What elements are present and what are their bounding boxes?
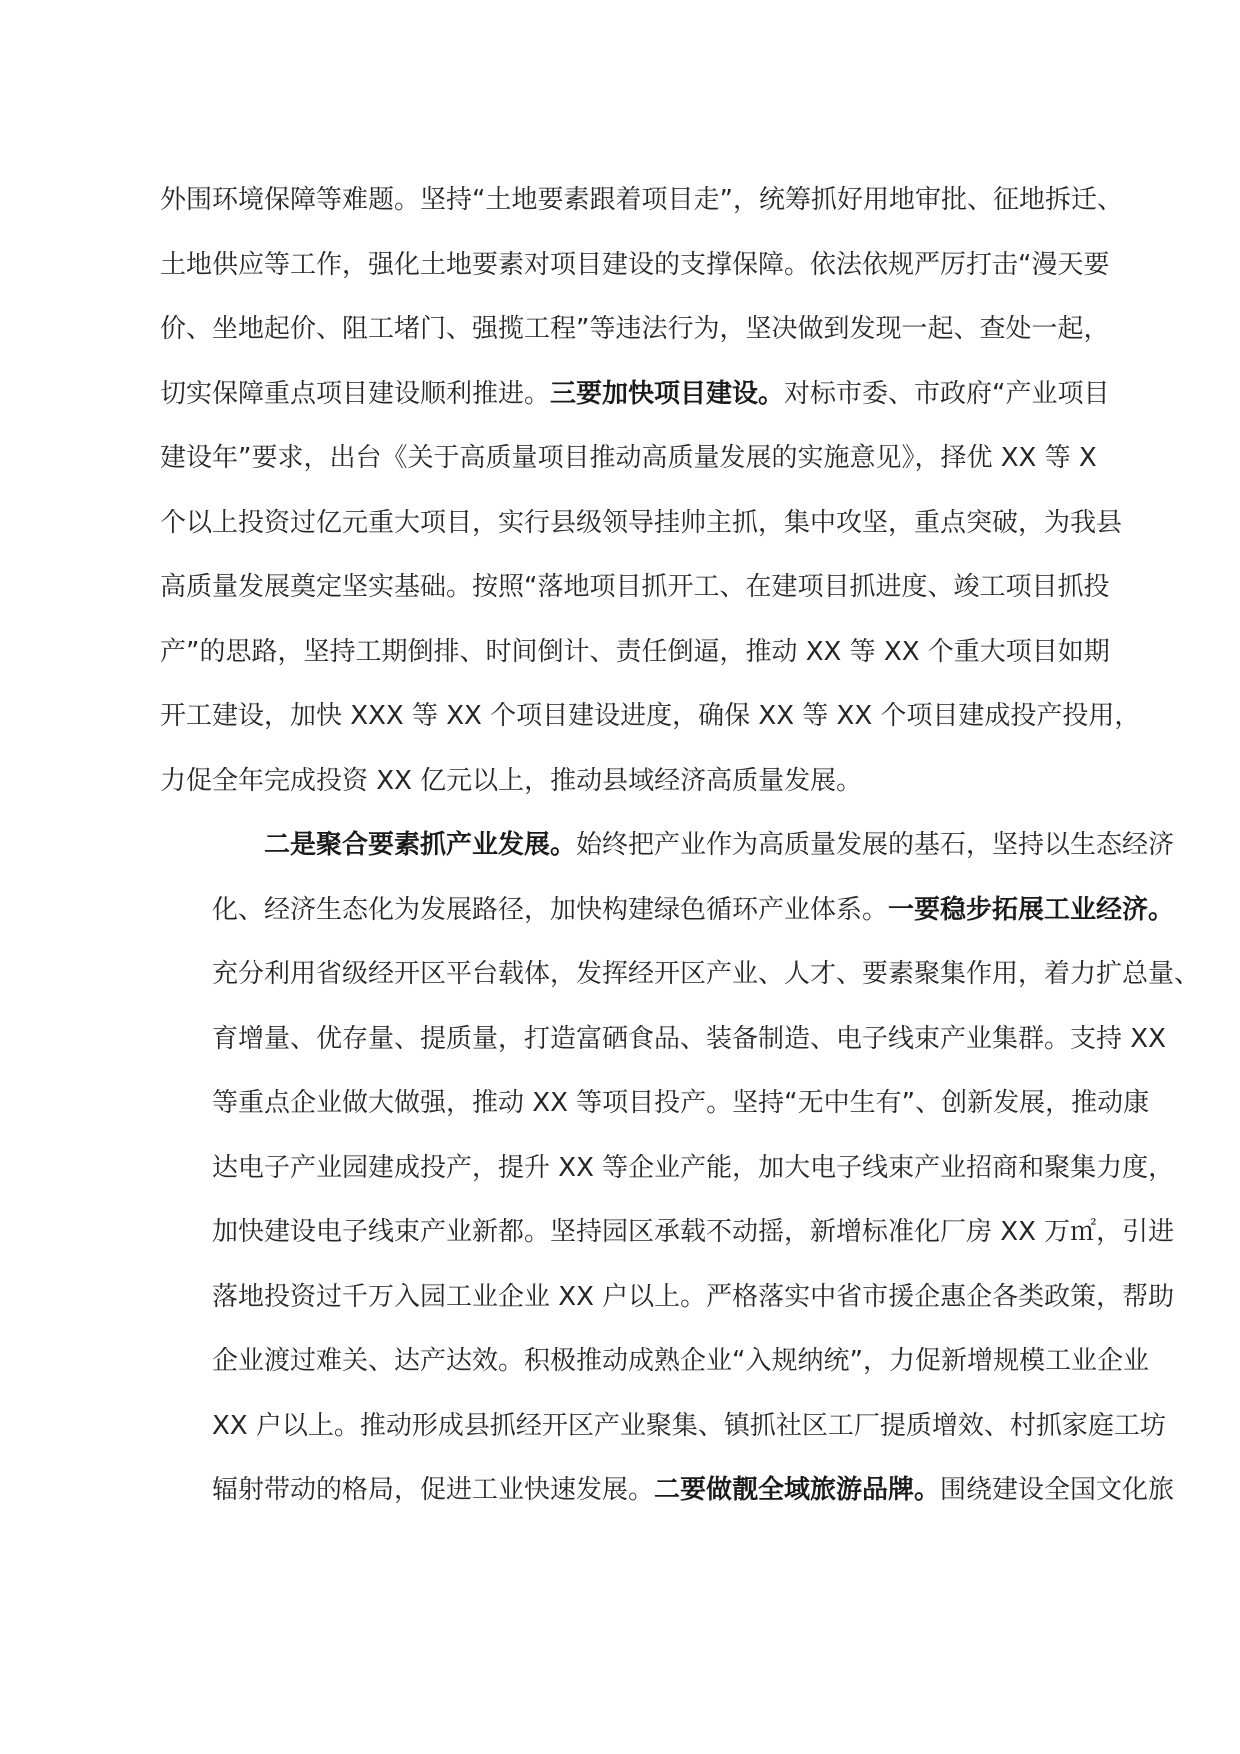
body-text: 高质量发展奠定坚实基础。按照“落地项目抓开工、在建项目抓进度、竣工项目抓投 [160, 572, 1110, 602]
body-text: 化、经济生态化为发展路径，加快构建绿色循环产业体系。 [212, 894, 889, 925]
document-body [160, 168, 1201, 1523]
text-line [160, 555, 1110, 620]
body-text: 开工建设，加快 XXX 等 XX 个项目建设进度，确保 XX 等 XX 个项目建成投产投用， [160, 701, 1141, 731]
text-line [160, 491, 1123, 556]
body-text: 等重点企业做大做强，推动 XX 等项目投产。坚持“无中生有”、创新发展，推动康 [212, 1088, 1150, 1118]
text-line [160, 426, 1100, 491]
body-text: 价、坐地起价、阻工堵门、强揽工程”等违法行为，坚决做到发现一起、查处一起， [160, 314, 1110, 344]
text-line [160, 1007, 1166, 1072]
text-line [160, 942, 1201, 1007]
body-text: 切实保障重点项目建设顺利推进。 [160, 378, 551, 409]
bold-heading-text: 一要稳步拓展工业经济。 [888, 894, 1175, 925]
body-text: 充分利用省级经开区平台载体，发挥经开区产业、人才、要素聚集作用，着力扩总量、 [212, 959, 1201, 989]
bold-heading-text: 二是聚合要素抓产业发展。 [264, 830, 577, 860]
text-line [160, 233, 1110, 298]
body-text: 围绕建设全国文化旅 [940, 1475, 1175, 1505]
text-line [160, 813, 1175, 878]
body-text: 外围环境保障等难题。坚持“土地要素跟着项目走”，统筹抓好用地审批、征地拆迁、 [160, 185, 1123, 215]
body-text: 企业渡过难关、达产达效。积极推动成熟企业“入规纳统”，力促新增规模工业企业 [212, 1346, 1149, 1376]
bold-heading-text: 三要加快项目建设。 [550, 378, 785, 409]
body-text: 个以上投资过亿元重大项目，实行县级领导挂帅主抓，集中攻坚，重点突破，为我县 [160, 507, 1123, 538]
body-text: 对标市委、市政府“产业项目 [784, 378, 1110, 409]
body-text: XX 户以上。推动形成县抓经开区产业聚集、镇抓社区工厂提质增效、村抓家庭工坊 [212, 1410, 1166, 1441]
text-line [160, 749, 1100, 814]
body-text: 辐射带动的格局，促进工业快速发展。 [212, 1475, 655, 1505]
paragraph [160, 168, 1141, 813]
text-line [160, 620, 1110, 685]
text-line [160, 1200, 1175, 1265]
body-text: 加快建设电子线束产业新都。坚持园区承载不动摇，新增标准化厂房 XX 万㎡，引进 [212, 1217, 1175, 1247]
body-text: 力促全年完成投资 XX 亿元以上，推动县域经济高质量发展。 [160, 765, 863, 796]
text-line [160, 1071, 1150, 1136]
text-line [160, 362, 1110, 427]
text-line [160, 168, 1123, 233]
body-text: 达电子产业园建成投产，提升 XX 等企业产能，加大电子线束产业招商和聚集力度， [212, 1152, 1175, 1183]
body-text: 育增量、优存量、提质量，打造富硒食品、装备制造、电子线束产业集群。支持 XX [212, 1023, 1166, 1054]
bold-heading-text: 二要做靓全域旅游品牌。 [654, 1475, 941, 1505]
body-text: 落地投资过千万入园工业企业 XX 户以上。严格落实中省市援企惠企各类政策，帮助 [212, 1281, 1175, 1312]
text-line [160, 297, 1110, 362]
body-text: 始终把产业作为高质量发展的基石，坚持以生态经济 [576, 830, 1175, 860]
body-text: 产”的思路，坚持工期倒排、时间倒计、责任倒逼，推动 XX 等 XX 个重大项目如期 [160, 636, 1110, 667]
body-text: 土地供应等工作，强化土地要素对项目建设的支撑保障。依法依规严厉打击“漫天要 [160, 249, 1110, 280]
body-text: 建设年”要求，出台《关于高质量项目推动高质量发展的实施意见》，择优 XX 等 X [160, 443, 1097, 473]
text-line [160, 1394, 1166, 1459]
text-line [160, 684, 1141, 749]
text-line [160, 1458, 1175, 1523]
text-line [160, 1136, 1175, 1201]
text-line [160, 878, 1175, 943]
text-line [160, 1329, 1149, 1394]
text-line [160, 1265, 1175, 1330]
paragraph [160, 813, 1201, 1523]
